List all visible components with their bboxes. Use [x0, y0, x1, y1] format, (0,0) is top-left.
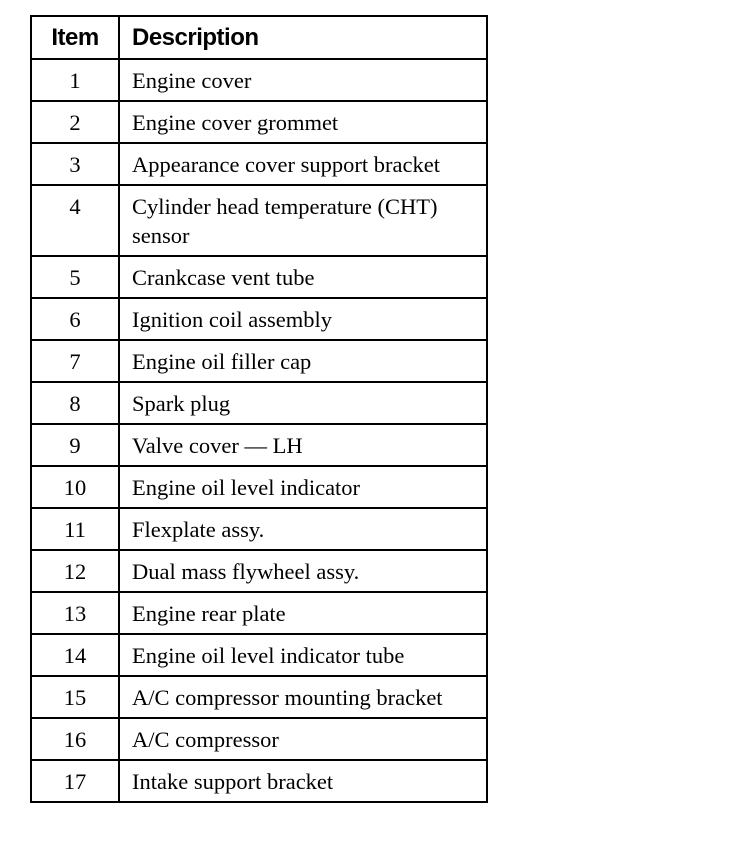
parts-table — [30, 15, 488, 803]
table-row — [31, 634, 487, 676]
item-number-cell: 13 — [31, 592, 119, 634]
description-cell: Engine cover grommet — [119, 101, 487, 143]
description-cell: Engine oil filler cap — [119, 340, 487, 382]
table-row — [31, 298, 487, 340]
table-row — [31, 59, 487, 101]
description-cell: Engine rear plate — [119, 592, 487, 634]
table-row — [31, 424, 487, 466]
item-number-cell: 7 — [31, 340, 119, 382]
item-number-cell: 5 — [31, 256, 119, 298]
table-row — [31, 550, 487, 592]
table-row — [31, 256, 487, 298]
item-number-cell: 6 — [31, 298, 119, 340]
item-number-cell: 1 — [31, 59, 119, 101]
table-row — [31, 508, 487, 550]
description-cell: Engine cover — [119, 59, 487, 101]
table-row — [31, 760, 487, 802]
item-column-header: Item — [31, 16, 119, 59]
table-row — [31, 676, 487, 718]
description-column-header: Description — [119, 16, 487, 59]
table-row — [31, 592, 487, 634]
table-body — [31, 59, 487, 802]
description-cell: Ignition coil assembly — [119, 298, 487, 340]
item-number-cell: 10 — [31, 466, 119, 508]
description-cell: Engine oil level indicator tube — [119, 634, 487, 676]
table-row — [31, 185, 487, 256]
description-cell: Appearance cover support bracket — [119, 143, 487, 185]
description-cell: A/C compressor mounting bracket — [119, 676, 487, 718]
item-number-cell: 15 — [31, 676, 119, 718]
table-header — [31, 16, 487, 59]
table-row — [31, 340, 487, 382]
item-number-cell: 16 — [31, 718, 119, 760]
item-number-cell: 3 — [31, 143, 119, 185]
item-number-cell: 14 — [31, 634, 119, 676]
item-number-cell: 11 — [31, 508, 119, 550]
description-cell: Intake support bracket — [119, 760, 487, 802]
description-cell: Valve cover — LH — [119, 424, 487, 466]
description-cell: Cylinder head temperature (CHT) sensor — [119, 185, 487, 256]
description-cell: Crankcase vent tube — [119, 256, 487, 298]
item-number-cell: 17 — [31, 760, 119, 802]
item-number-cell: 8 — [31, 382, 119, 424]
item-number-cell: 2 — [31, 101, 119, 143]
description-cell: Dual mass flywheel assy. — [119, 550, 487, 592]
description-cell: A/C compressor — [119, 718, 487, 760]
item-number-cell: 4 — [31, 185, 119, 256]
description-cell: Engine oil level indicator — [119, 466, 487, 508]
header-row — [31, 16, 487, 59]
description-cell: Spark plug — [119, 382, 487, 424]
table-row — [31, 101, 487, 143]
table-row — [31, 718, 487, 760]
item-number-cell: 12 — [31, 550, 119, 592]
description-cell: Flexplate assy. — [119, 508, 487, 550]
item-number-cell: 9 — [31, 424, 119, 466]
table-row — [31, 466, 487, 508]
table-row — [31, 382, 487, 424]
table-row — [31, 143, 487, 185]
